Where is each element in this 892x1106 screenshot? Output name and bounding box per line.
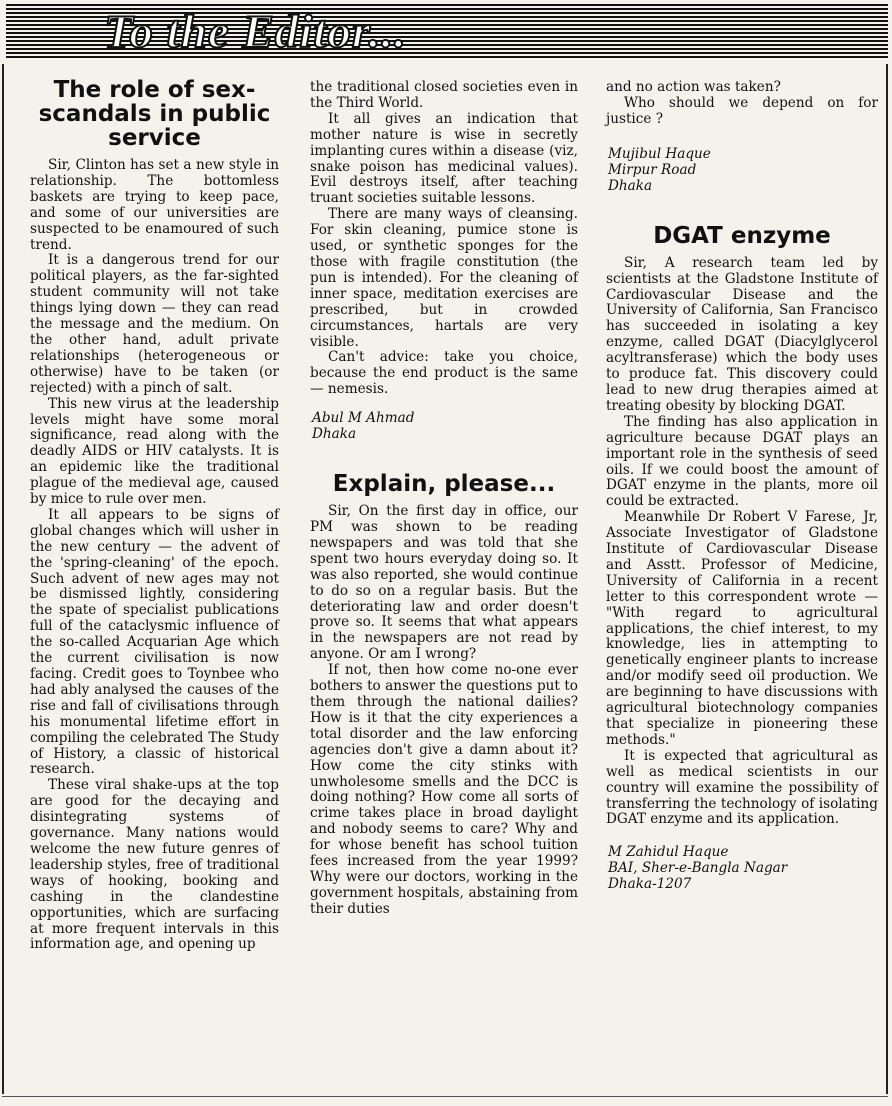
letter-title: The role of sex-scandals in public service [38, 77, 271, 151]
letter-paragraph: Meanwhile Dr Robert V Farese, Jr, Associate Investigator of Gladstone Institute of Cardiovascular Disease and Asstt. Professor of Medicine, University of California in a recent letter to this correspondent wrote — "With regard to agricultural applications, the chief interest, to my knowledge, lies in attempting to genetically engineer plants to increase and/or modify seed oil production. We are beginning to have discussions with agricultural biotechnology companies that specialize in pioneering these methods." [606, 509, 878, 748]
letter-paragraph: Sir, A research team led by scientists at the Gladstone Institute of Cardiovascular Disease and the University of California, San Francisco has succeeded in isolating a key enzyme, called DGAT (Diacylglycerol acyltransferase) which the body uses to produce fat. This discovery could lead to new drug therapies aimed at treating obesity by blocking DGAT. [606, 254, 878, 414]
letter-paragraph: The finding has also application in agriculture because DGAT plays an important role in the synthesis of seed oils. If we could boost the amount of DGAT enzyme in the plants, more oil could be extracted. [606, 413, 878, 510]
letter-paragraph: Can't advice: take you choice, because the end product is the same — nemesis. [310, 349, 578, 398]
letter-paragraph: It is a dangerous trend for our political players, as the far-sighted student community will not take things lying down — they can read the message and the medium. On the other hand, adult private relationships (heterogeneous or otherwise) have to be taken (or rejected) with a pinch of salt. [30, 252, 279, 396]
author-name: Abul M Ahmad [312, 410, 415, 427]
column-3 [606, 80, 878, 892]
signature [310, 410, 578, 442]
letter-paragraph: It is expected that agricultural as well as medical scientists in our country will examine the possibility of transferring the technology of isolating DGAT enzyme and its application. [606, 747, 878, 828]
letter-paragraph: Who should we depend on for justice ? [606, 94, 878, 127]
letter-paragraph: Sir, Clinton has set a new style in relationship. The bottomless baskets are trying to keep pace, and some of our universities are suspected to be enamoured of such trend. [30, 157, 279, 253]
right-column-rule [886, 64, 888, 1094]
banner-title: To the Editor... [104, 6, 407, 58]
signature [606, 146, 878, 194]
letter-paragraph: Sir, On the first day in office, our PM was shown to be reading newspapers and was told that she spent two hours everyday doing so. It was also reported, she would continue to do so on a regular basis. But the deteriorating law and order doesn't prove so. It seems that what appears in the newspapers are not read by anyone. Or am I wrong? [310, 503, 578, 663]
letter-paragraph: It all appears to be signs of global changes which will usher in the new century — the advent of the 'spring-cleaning' of the epoch. Such advent of new ages may not be dismissed lightly, considering the spate of specialist publications full of the cataclysmic influence of the so-called Acquarian Age which the current civilisation is now facing. Credit goes to Toynbee who had ably analysed the causes of the rise and fall of civilisations through his monumental lifetime effort in compiling the celebrated The Study of History, a classic of historical research. [30, 506, 279, 778]
author-address: Dhaka [608, 177, 653, 194]
author-name: M Zahidul Haque [608, 844, 729, 861]
bottom-rule [2, 1096, 888, 1097]
author-name: Mujibul Haque [608, 145, 711, 162]
letter-title: DGAT enzyme [653, 222, 831, 249]
editor-banner [6, 4, 888, 60]
author-address: Dhaka [312, 426, 357, 443]
letter-paragraph: If not, then how come no-one ever bothers to answer the questions put to them through the national dailies? How is it that the city experiences a total disorder and the law enforcing agencies don't give a damn about it? How come the city stinks with unwholesome smells and the DCC is doing nothing? How come all sorts of crime takes place in broad daylight and nobody seems to care? Why and for whose benefit has school tuition fees increased from the year 1999? Why were our doctors, working in the government hospitals, abstaining from their duties [310, 662, 578, 917]
column-1 [30, 76, 279, 953]
letter-paragraph-continued: and no action was taken? [606, 79, 781, 95]
left-column-rule [2, 64, 4, 1094]
letter-title: Explain, please... [332, 471, 556, 498]
author-address: BAI, Sher-e-Bangla Nagar [608, 860, 788, 877]
letter-paragraph: These viral shake-ups at the top are good for the decaying and disintegrating systems of governance. Many nations would welcome the new future genres of leadership styles, free of traditional ways of hooking, booking and cashing in the clandestine opportunities, which are surfacing at more frequent intervals in this information age, and opening up [30, 777, 279, 953]
letter-paragraph: It all gives an indication that mother nature is wise in secretly implanting cures within a disease (viz, snake poison has medicinal values). Evil destroys itself, after teaching truant societies suitable lessons. [310, 110, 578, 207]
letter-paragraph: This new virus at the leadership levels might have some moral significance, read along with the deadly AIDS or HIV catalysts. It is an epidemic like the traditional plague of the medieval age, caused by mice to rule over men. [30, 395, 279, 508]
author-address: Dhaka-1207 [608, 876, 692, 893]
signature [606, 844, 878, 892]
letter-paragraph-continued: the traditional closed societies even in the Third World. [310, 79, 578, 111]
letter-paragraph: There are many ways of cleansing. For skin cleaning, pumice stone is used, or synthetic sponges for the those with fragile constitution (the pun is intended). For the cleaning of inner space, meditation exercises are prescribed, but in crowded circumstances, hartals are very visible. [310, 206, 578, 350]
column-2 [310, 80, 578, 918]
author-address: Mirpur Road [608, 161, 697, 178]
